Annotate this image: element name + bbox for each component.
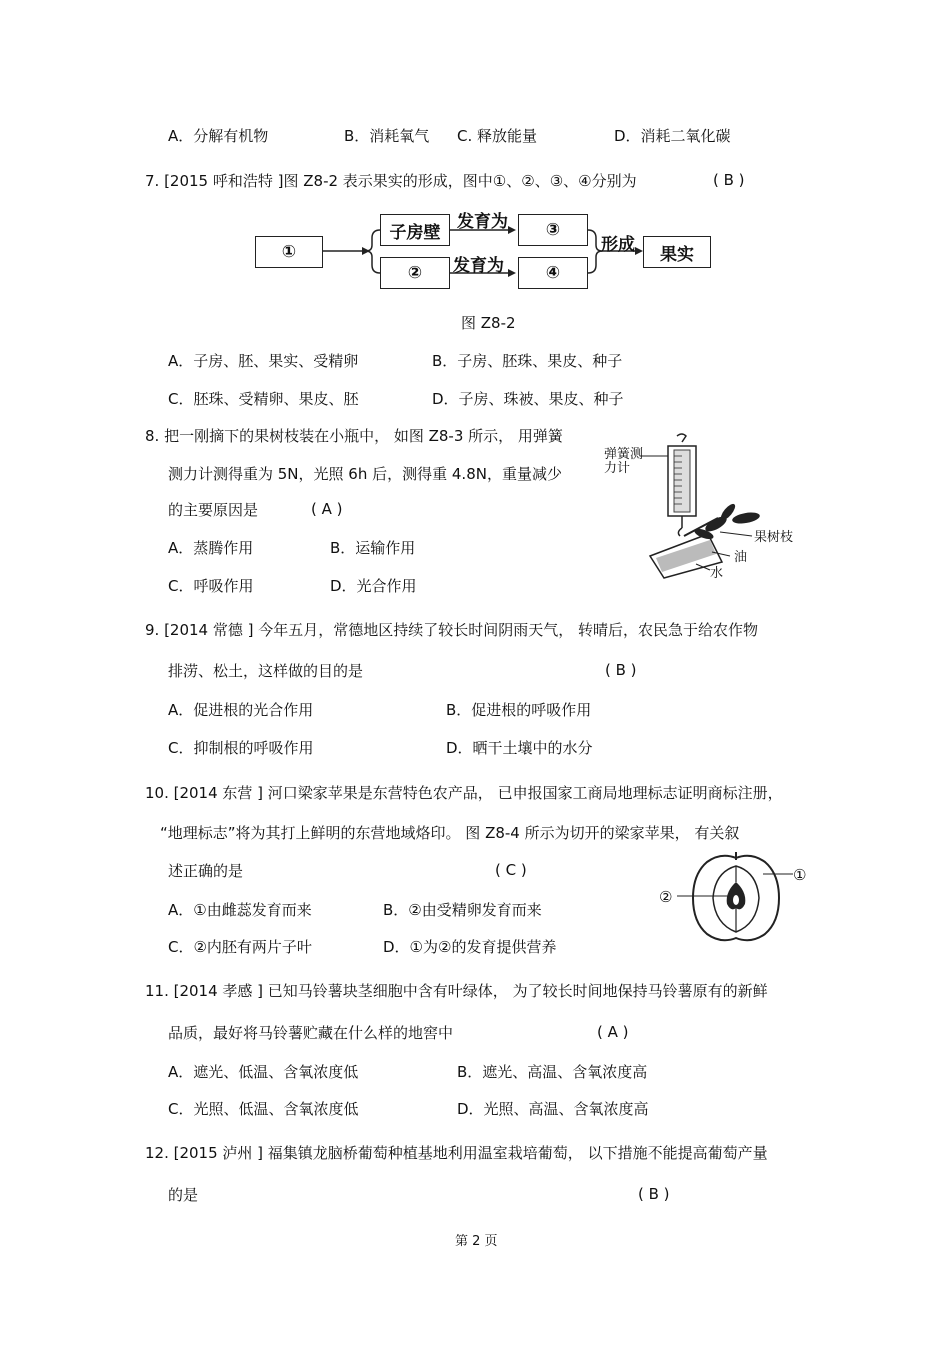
- q7-answer: ( B ): [713, 171, 745, 189]
- q10-option-d: D．①为②的发育提供营养: [383, 938, 557, 956]
- q9-option-a: A．促进根的光合作用: [168, 701, 314, 719]
- apple-label-1: ①: [793, 866, 807, 884]
- q10-stem-line1: 10. [2014 东营 ] 河口梁家苹果是东营特色农产品， 已申报国家工商局地理标志证明商标注册，: [145, 784, 783, 802]
- page-number: 第 2 页: [455, 1234, 498, 1249]
- apple-label-2: ②: [659, 888, 673, 906]
- q10-option-a: A．①由雌蕊发育而来: [168, 901, 312, 919]
- fruit-formation-diagram: [250, 205, 720, 295]
- q8-option-d: D．光合作用: [330, 577, 417, 595]
- label-spring-scale: 弹簧测力计: [604, 447, 644, 476]
- q10-answer: ( C ): [495, 861, 527, 879]
- q9-answer: ( B ): [605, 661, 637, 679]
- q6-option-d: D．消耗二氧化碳: [614, 127, 731, 145]
- label-fruit-branch: 果树枝: [754, 530, 794, 545]
- q11-stem-line2: 品质，最好将马铃薯贮藏在什么样的地窖中: [168, 1024, 454, 1042]
- diagram-box-1: ①: [255, 236, 323, 268]
- q9-option-d: D．晒干土壤中的水分: [446, 739, 593, 757]
- diagram-box-ovary-wall: 子房壁: [380, 214, 450, 246]
- q12-stem-line1: 12. [2015 泸州 ] 福集镇龙脑桥葡萄种植基地利用温室栽培葡萄， 以下措施不能提高葡萄产量: [145, 1144, 768, 1162]
- q9-option-b: B．促进根的呼吸作用: [446, 701, 592, 719]
- diagram-box-4: ④: [518, 257, 588, 289]
- q11-option-a: A．遮光、低温、含氧浓度低: [168, 1063, 359, 1081]
- q6-option-a: A．分解有机物: [168, 127, 269, 145]
- q7-option-d: D．子房、珠被、果皮、种子: [432, 390, 624, 408]
- q8-stem-line2: 测力计测得重为 5N，光照 6h 后，测得重 4.8N，重量减少: [168, 465, 562, 483]
- q9-stem-line2: 排涝、松土，这样做的目的是: [168, 662, 364, 680]
- q12-answer: ( B ): [638, 1185, 670, 1203]
- form-label: 形成: [601, 235, 635, 255]
- q11-option-b: B．遮光、高温、含氧浓度高: [457, 1063, 648, 1081]
- q8-figure: [600, 432, 810, 582]
- q7-option-c: C．胚珠、受精卵、果皮、胚: [168, 390, 359, 408]
- q10-option-b: B．②由受精卵发育而来: [383, 901, 542, 919]
- q10-stem-line3: 述正确的是: [168, 862, 244, 880]
- q7-option-a: A．子房、胚、果实、受精卵: [168, 352, 359, 370]
- q7-stem: 7. [2015 呼和浩特 ]图 Z8-2 表示果实的形成，图中①、②、③、④分别为: [145, 172, 637, 190]
- q6-option-b: B．消耗氧气: [344, 127, 430, 145]
- q10-stem-line2: “地理标志”将为其打上鲜明的东营地域烙印。 图 Z8-4 所示为切开的梁家苹果， 有关叙: [160, 824, 740, 842]
- q11-option-c: C．光照、低温、含氧浓度低: [168, 1100, 359, 1118]
- apple-cross-section: [655, 852, 815, 944]
- q8-stem-line3: 的主要原因是: [168, 501, 259, 519]
- q8-stem-line1: 8. 把一刚摘下的果树枝装在小瓶中， 如图 Z8-3 所示， 用弹簧: [145, 427, 563, 445]
- diagram-box-fruit: 果实: [643, 236, 711, 268]
- q11-option-d: D．光照、高温、含氧浓度高: [457, 1100, 649, 1118]
- q8-option-c: C．呼吸作用: [168, 577, 254, 595]
- q7-option-b: B．子房、胚珠、果皮、种子: [432, 352, 623, 370]
- label-water: 水: [710, 566, 724, 581]
- q9-option-c: C．抑制根的呼吸作用: [168, 739, 314, 757]
- q8-option-b: B．运输作用: [330, 539, 416, 557]
- develop-label-bottom: 发育为: [453, 256, 504, 276]
- q10-option-c: C．②内胚有两片子叶: [168, 938, 312, 956]
- label-oil: 油: [734, 550, 748, 565]
- q9-stem-line1: 9. [2014 常德 ] 今年五月，常德地区持续了较长时间阴雨天气， 转晴后，农民急于给农作物: [145, 621, 759, 639]
- diagram-box-3: ③: [518, 214, 588, 246]
- q11-answer: ( A ): [597, 1023, 629, 1041]
- q11-stem-line1: 11. [2014 孝感 ] 已知马铃薯块茎细胞中含有叶绿体， 为了较长时间地保持马铃薯原有的新鲜: [145, 982, 768, 1000]
- apple-figure: [655, 852, 815, 944]
- q8-option-a: A．蒸腾作用: [168, 539, 254, 557]
- q8-answer: ( A ): [311, 500, 343, 518]
- diagram-box-2: ②: [380, 257, 450, 289]
- develop-label-top: 发育为: [457, 212, 508, 232]
- q6-option-c: C. 释放能量: [457, 127, 538, 145]
- q7-figure-caption: 图 Z8-2: [461, 314, 516, 332]
- q12-stem-line2: 的是: [168, 1186, 199, 1204]
